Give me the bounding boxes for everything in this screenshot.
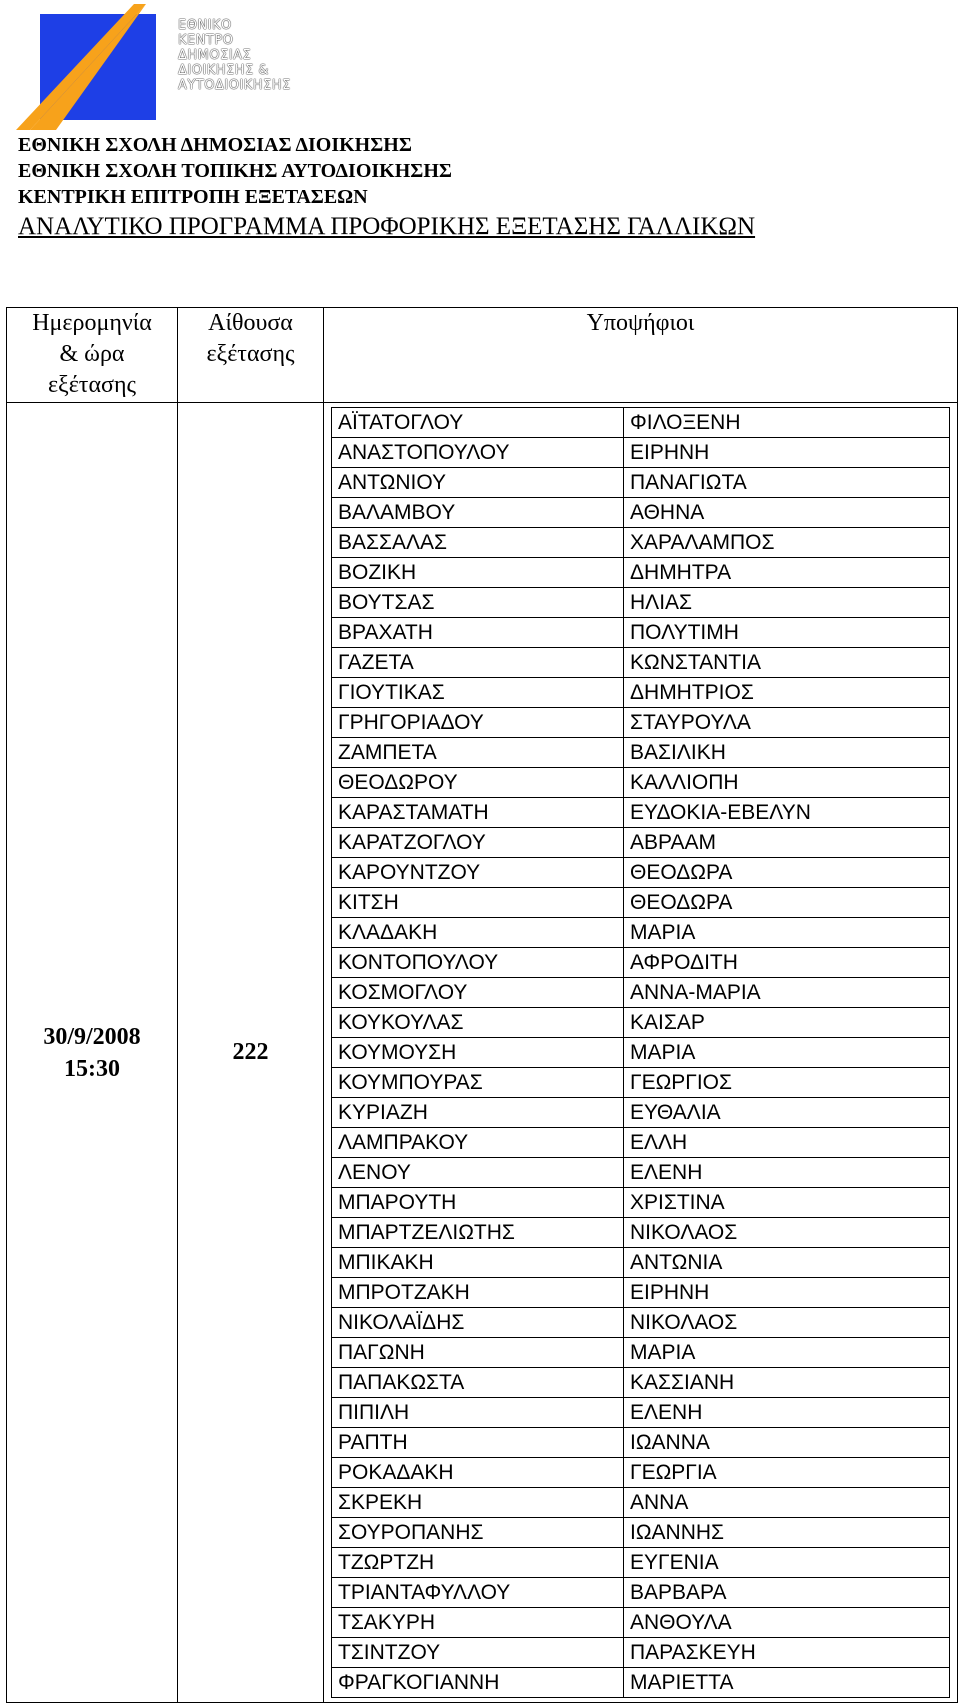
- header-line-1: ΕΘΝΙΚΗ ΣΧΟΛΗ ΔΗΜΟΣΙΑΣ ΔΙΟΙΚΗΣΗΣ: [18, 134, 412, 156]
- candidate-first-name: ΚΑΣΣΙΑΝΗ: [624, 1368, 950, 1398]
- candidate-row: [332, 858, 950, 888]
- candidate-row: [332, 528, 950, 558]
- candidate-first-name: ΜΑΡΙΑ: [624, 918, 950, 948]
- candidate-surname: ΖΑΜΠΕΤΑ: [332, 738, 624, 768]
- candidate-first-name: ΧΡΙΣΤΙΝΑ: [624, 1188, 950, 1218]
- candidate-surname: ΒΑΛΑΜΒΟΥ: [332, 498, 624, 528]
- schedule-row: [7, 403, 958, 1703]
- candidate-surname: ΣΟΥΡΟΠΑΝΗΣ: [332, 1518, 624, 1548]
- candidate-surname: ΑΪΤΑΤΟΓΛΟΥ: [332, 408, 624, 438]
- candidate-first-name: ΕΛΕΝΗ: [624, 1158, 950, 1188]
- candidate-row: [332, 468, 950, 498]
- candidate-row: [332, 1248, 950, 1278]
- candidate-surname: ΓΙΟΥΤΙΚΑΣ: [332, 678, 624, 708]
- candidate-row: [332, 918, 950, 948]
- candidate-row: [332, 618, 950, 648]
- candidate-row: [332, 1638, 950, 1668]
- candidate-row: [332, 828, 950, 858]
- candidate-row: [332, 1458, 950, 1488]
- candidate-first-name: ΘΕΟΔΩΡΑ: [624, 888, 950, 918]
- exam-date: 30/9/2008: [43, 1023, 141, 1050]
- candidate-surname: ΡΑΠΤΗ: [332, 1428, 624, 1458]
- candidate-row: [332, 648, 950, 678]
- candidate-first-name: ΘΕΟΔΩΡΑ: [624, 858, 950, 888]
- candidate-first-name: ΧΑΡΑΛΑΜΠΟΣ: [624, 528, 950, 558]
- candidate-row: [332, 1038, 950, 1068]
- candidate-row: [332, 408, 950, 438]
- candidate-first-name: ΚΩΝΣΤΑΝΤΙΑ: [624, 648, 950, 678]
- candidate-first-name: ΑΒΡΑΑΜ: [624, 828, 950, 858]
- candidate-first-name: ΕΥΘΑΛΙΑ: [624, 1098, 950, 1128]
- organization-logo: [16, 4, 306, 130]
- candidate-first-name: ΕΥΔΟΚΙΑ-ΕΒΕΛΥΝ: [624, 798, 950, 828]
- candidate-first-name: ΑΝΝΑ-ΜΑΡΙΑ: [624, 978, 950, 1008]
- candidate-first-name: ΔΗΜΗΤΡΑ: [624, 558, 950, 588]
- candidate-surname: ΚΟΥΜΟΥΣΗ: [332, 1038, 624, 1068]
- candidate-surname: ΠΑΓΩΝΗ: [332, 1338, 624, 1368]
- candidate-surname: ΑΝΑΣΤΟΠΟΥΛΟΥ: [332, 438, 624, 468]
- candidate-surname: ΒΟΥΤΣΑΣ: [332, 588, 624, 618]
- candidate-surname: ΜΠΙΚΑΚΗ: [332, 1248, 624, 1278]
- candidate-first-name: ΚΑΙΣΑΡ: [624, 1008, 950, 1038]
- candidate-row: [332, 1158, 950, 1188]
- candidate-surname: ΑΝΤΩΝΙΟΥ: [332, 468, 624, 498]
- candidate-first-name: ΠΑΝΑΓΙΩΤΑ: [624, 468, 950, 498]
- candidate-surname: ΜΠΡΟΤΖΑΚΗ: [332, 1278, 624, 1308]
- candidate-first-name: ΦΙΛΟΞΕΝΗ: [624, 408, 950, 438]
- candidate-row: [332, 888, 950, 918]
- candidate-surname: ΠΙΠΙΛΗ: [332, 1398, 624, 1428]
- candidate-surname: ΒΑΣΣΑΛΑΣ: [332, 528, 624, 558]
- candidate-surname: ΚΑΡΑΤΖΟΓΛΟΥ: [332, 828, 624, 858]
- date-header-line-2: & ώρα: [59, 341, 125, 367]
- candidate-surname: ΤΖΩΡΤΖΗ: [332, 1548, 624, 1578]
- candidate-row: [332, 498, 950, 528]
- candidate-surname: ΚΛΑΔΑΚΗ: [332, 918, 624, 948]
- candidate-row: [332, 1488, 950, 1518]
- candidate-surname: ΤΣΑΚΥΡΗ: [332, 1608, 624, 1638]
- candidate-first-name: ΚΑΛΛΙΟΠΗ: [624, 768, 950, 798]
- candidate-surname: ΦΡΑΓΚΟΓΙΑΝΝΗ: [332, 1668, 624, 1698]
- candidate-surname: ΒΟΖΙΚΗ: [332, 558, 624, 588]
- candidate-surname: ΜΠΑΡΟΥΤΗ: [332, 1188, 624, 1218]
- logo-line-4: ΔΙΟΙΚΗΣΗΣ &: [178, 63, 270, 78]
- date-header-line-1: Ημερομηνία: [32, 310, 152, 336]
- candidate-first-name: ΠΑΡΑΣΚΕΥΗ: [624, 1638, 950, 1668]
- candidate-row: [332, 588, 950, 618]
- candidate-first-name: ΜΑΡΙΑ: [624, 1338, 950, 1368]
- candidate-surname: ΓΑΖΕΤΑ: [332, 648, 624, 678]
- candidate-first-name: ΝΙΚΟΛΑΟΣ: [624, 1218, 950, 1248]
- candidate-first-name: ΕΥΓΕΝΙΑ: [624, 1548, 950, 1578]
- room-header-line-2: εξέτασης: [206, 341, 295, 367]
- exam-room-cell: 222: [178, 403, 324, 1703]
- document-title: ΑΝΑΛΥΤΙΚΟ ΠΡΟΓΡΑΜΜΑ ΠΡΟΦΟΡΙΚΗΣ ΕΞΕΤΑΣΗΣ ΓΑΛΛΙΚΩΝ: [18, 213, 756, 240]
- candidate-row: [332, 1188, 950, 1218]
- candidate-row: [332, 1368, 950, 1398]
- exam-schedule-table: [6, 307, 958, 1703]
- candidate-surname: ΚΟΝΤΟΠΟΥΛΟΥ: [332, 948, 624, 978]
- candidate-row: [332, 708, 950, 738]
- candidate-row: [332, 1518, 950, 1548]
- candidate-first-name: ΠΟΛΥΤΙΜΗ: [624, 618, 950, 648]
- header-line-2: ΕΘΝΙΚΗ ΣΧΟΛΗ ΤΟΠΙΚΗΣ ΑΥΤΟΔΙΟΙΚΗΣΗΣ: [18, 160, 453, 182]
- logo-line-2: ΚΕΝΤΡΟ: [178, 33, 234, 48]
- candidate-first-name: ΓΕΩΡΓΙΑ: [624, 1458, 950, 1488]
- candidate-first-name: ΙΩΑΝΝΗΣ: [624, 1518, 950, 1548]
- candidates-cell: [324, 403, 958, 1703]
- candidate-first-name: ΕΛΕΝΗ: [624, 1398, 950, 1428]
- candidate-row: [332, 1578, 950, 1608]
- candidate-row: [332, 1308, 950, 1338]
- candidate-surname: ΣΚΡΕΚΗ: [332, 1488, 624, 1518]
- candidate-row: [332, 1338, 950, 1368]
- candidate-surname: ΤΣΙΝΤΖΟΥ: [332, 1638, 624, 1668]
- candidate-first-name: ΒΑΡΒΑΡΑ: [624, 1578, 950, 1608]
- table-header-row: [7, 308, 958, 403]
- candidate-row: [332, 798, 950, 828]
- candidate-first-name: ΓΕΩΡΓΙΟΣ: [624, 1068, 950, 1098]
- candidate-row: [332, 738, 950, 768]
- candidate-row: [332, 1008, 950, 1038]
- candidate-first-name: ΕΛΛΗ: [624, 1128, 950, 1158]
- candidate-first-name: ΝΙΚΟΛΑΟΣ: [624, 1308, 950, 1338]
- document-header: [18, 132, 755, 242]
- candidate-surname: ΤΡΙΑΝΤΑΦΥΛΛΟΥ: [332, 1578, 624, 1608]
- candidate-surname: ΚΥΡΙΑΖΗ: [332, 1098, 624, 1128]
- candidate-surname: ΚΑΡΑΣΤΑΜΑΤΗ: [332, 798, 624, 828]
- candidate-row: [332, 1218, 950, 1248]
- candidate-row: [332, 948, 950, 978]
- candidate-first-name: ΣΤΑΥΡΟΥΛΑ: [624, 708, 950, 738]
- candidate-row: [332, 1068, 950, 1098]
- candidate-surname: ΚΟΥΚΟΥΛΑΣ: [332, 1008, 624, 1038]
- candidate-surname: ΚΙΤΣΗ: [332, 888, 624, 918]
- candidate-surname: ΚΑΡΟΥΝΤΖΟΥ: [332, 858, 624, 888]
- candidate-surname: ΒΡΑΧΑΤΗ: [332, 618, 624, 648]
- candidate-first-name: ΑΦΡΟΔΙΤΗ: [624, 948, 950, 978]
- candidate-row: [332, 1548, 950, 1578]
- candidate-first-name: ΑΝΘΟΥΛΑ: [624, 1608, 950, 1638]
- candidate-row: [332, 1608, 950, 1638]
- date-column-header: [7, 308, 178, 403]
- candidate-surname: ΚΟΥΜΠΟΥΡΑΣ: [332, 1068, 624, 1098]
- logo-line-3: ΔΗΜΟΣΙΑΣ: [178, 48, 252, 63]
- candidate-row: [332, 1398, 950, 1428]
- candidate-row: [332, 1278, 950, 1308]
- candidate-first-name: ΙΩΑΝΝΑ: [624, 1428, 950, 1458]
- candidate-surname: ΠΑΠΑΚΩΣΤΑ: [332, 1368, 624, 1398]
- candidate-first-name: ΗΛΙΑΣ: [624, 588, 950, 618]
- candidate-surname: ΓΡΗΓΟΡΙΑΔΟΥ: [332, 708, 624, 738]
- logo-line-1: ΕΘΝΙΚΟ: [178, 18, 232, 33]
- exam-time: 15:30: [64, 1055, 120, 1082]
- logo-text: [178, 18, 291, 93]
- candidate-first-name: ΒΑΣΙΛΙΚΗ: [624, 738, 950, 768]
- candidate-row: [332, 1428, 950, 1458]
- candidate-surname: ΛΕΝΟΥ: [332, 1158, 624, 1188]
- logo-emblem: [16, 4, 176, 130]
- candidate-row: [332, 1098, 950, 1128]
- candidate-first-name: ΜΑΡΙΕΤΤΑ: [624, 1668, 950, 1698]
- logo-line-5: ΑΥΤΟΔΙΟΙΚΗΣΗΣ: [178, 78, 291, 93]
- candidates-list: [331, 407, 950, 1698]
- candidate-first-name: ΑΘΗΝΑ: [624, 498, 950, 528]
- candidate-first-name: ΕΙΡΗΝΗ: [624, 438, 950, 468]
- candidate-row: [332, 978, 950, 1008]
- candidate-surname: ΡΟΚΑΔΑΚΗ: [332, 1458, 624, 1488]
- candidate-first-name: ΑΝΝΑ: [624, 1488, 950, 1518]
- candidate-row: [332, 678, 950, 708]
- candidate-first-name: ΕΙΡΗΝΗ: [624, 1278, 950, 1308]
- candidate-surname: ΚΟΣΜΟΓΛΟΥ: [332, 978, 624, 1008]
- candidate-first-name: ΑΝΤΩΝΙΑ: [624, 1248, 950, 1278]
- candidate-row: [332, 558, 950, 588]
- candidate-row: [332, 768, 950, 798]
- candidate-surname: ΝΙΚΟΛΑΪΔΗΣ: [332, 1308, 624, 1338]
- candidate-row: [332, 1128, 950, 1158]
- date-header-line-3: εξέτασης: [47, 372, 137, 398]
- header-line-3: ΚΕΝΤΡΙΚΗ ΕΠΙΤΡΟΠΗ ΕΞΕΤΑΣΕΩΝ: [18, 186, 368, 208]
- candidate-first-name: ΜΑΡΙΑ: [624, 1038, 950, 1068]
- candidate-surname: ΜΠΑΡΤΖΕΛΙΩΤΗΣ: [332, 1218, 624, 1248]
- exam-datetime-cell: [7, 403, 178, 1703]
- candidate-surname: ΘΕΟΔΩΡΟΥ: [332, 768, 624, 798]
- candidate-surname: ΛΑΜΠΡΑΚΟΥ: [332, 1128, 624, 1158]
- candidate-row: [332, 438, 950, 468]
- candidate-row: [332, 1668, 950, 1698]
- candidates-column-header: Υποψήφιοι: [324, 308, 958, 403]
- candidate-first-name: ΔΗΜΗΤΡΙΟΣ: [624, 678, 950, 708]
- room-header-line-1: Αίθουσα: [208, 310, 293, 336]
- room-column-header: [178, 308, 324, 403]
